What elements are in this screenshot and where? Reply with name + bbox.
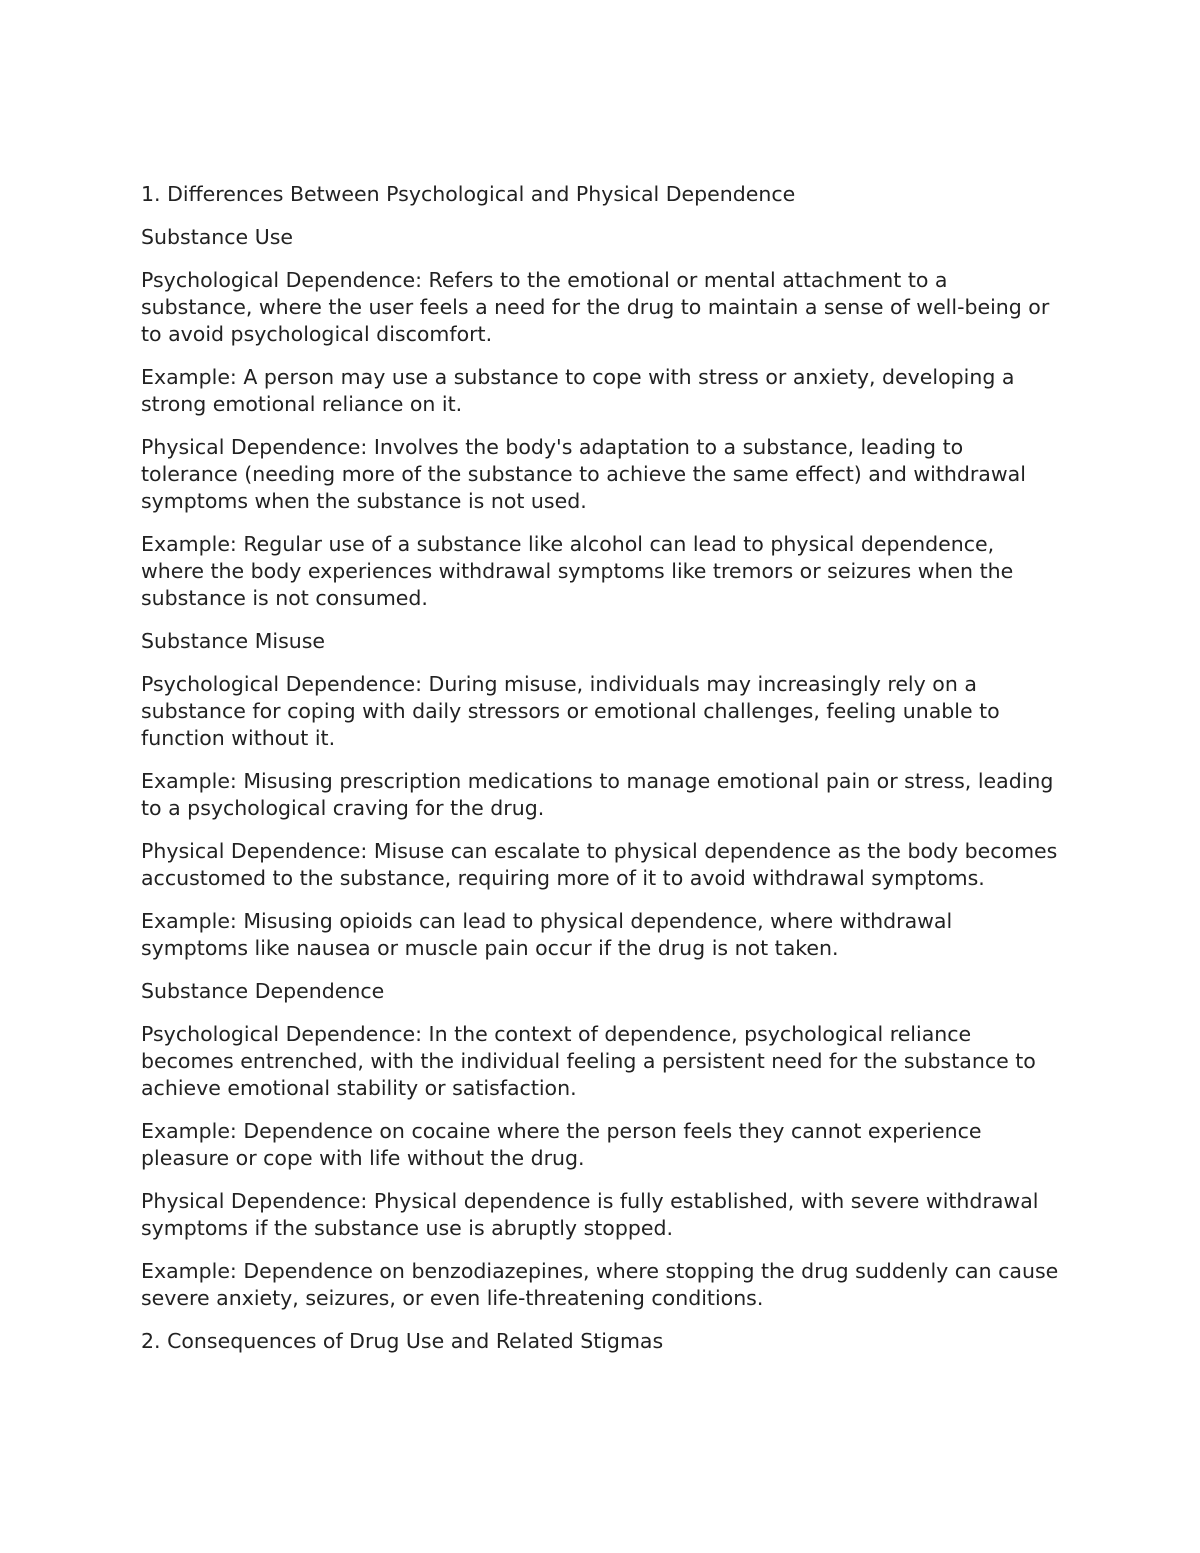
paragraph: Example: Dependence on benzodiazepines, where stopping the drug suddenly can cause severe anxiety, seizures, or even life-threatening conditions. <box>141 1259 1059 1310</box>
section-heading-1: 1. Differences Between Psychological and Physical Dependence <box>141 182 796 206</box>
paragraph: Example: Dependence on cocaine where the person feels they cannot experience pleasure or cope with life without the drug. <box>141 1119 982 1170</box>
paragraph: Physical Dependence: Involves the body's adaptation to a substance, leading to tolerance (needing more of the substance to achieve the same effect) and withdrawal symptoms when the substance is not used. <box>141 435 1026 513</box>
paragraph: Physical Dependence: Physical dependence is fully established, with severe withdrawal symptoms if the substance use is abruptly stopped. <box>141 1189 1039 1240</box>
paragraph: Example: Regular use of a substance like alcohol can lead to physical dependence, where the body experiences withdrawal symptoms like tremors or seizures when the substance is not consumed. <box>141 532 1014 610</box>
paragraph: Psychological Dependence: During misuse, individuals may increasingly rely on a substance for coping with daily stressors or emotional challenges, feeling unable to function without it. <box>141 672 1000 750</box>
paragraph: Example: Misusing opioids can lead to physical dependence, where withdrawal symptoms like nausea or muscle pain occur if the drug is not taken. <box>141 909 953 960</box>
paragraph: Example: Misusing prescription medications to manage emotional pain or stress, leading to a psychological craving for the drug. <box>141 769 1054 820</box>
paragraph: Psychological Dependence: In the context of dependence, psychological reliance becomes entrenched, with the individual feeling a persistent need for the substance to achieve emotional stability or satisfaction. <box>141 1022 1036 1100</box>
subheading-substance-misuse: Substance Misuse <box>141 629 326 653</box>
subheading-substance-dependence: Substance Dependence <box>141 979 385 1003</box>
subheading-substance-use: Substance Use <box>141 225 293 249</box>
paragraph: Physical Dependence: Misuse can escalate to physical dependence as the body becomes accustomed to the substance, requiring more of it to avoid withdrawal symptoms. <box>141 839 1058 890</box>
document-body <box>141 181 1061 1371</box>
section-heading-2: 2. Consequences of Drug Use and Related Stigmas <box>141 1329 664 1353</box>
paragraph: Psychological Dependence: Refers to the emotional or mental attachment to a substance, where the user feels a need for the drug to maintain a sense of well-being or to avoid psychological discomfort. <box>141 268 1050 346</box>
paragraph: Example: A person may use a substance to cope with stress or anxiety, developing a strong emotional reliance on it. <box>141 365 1015 416</box>
